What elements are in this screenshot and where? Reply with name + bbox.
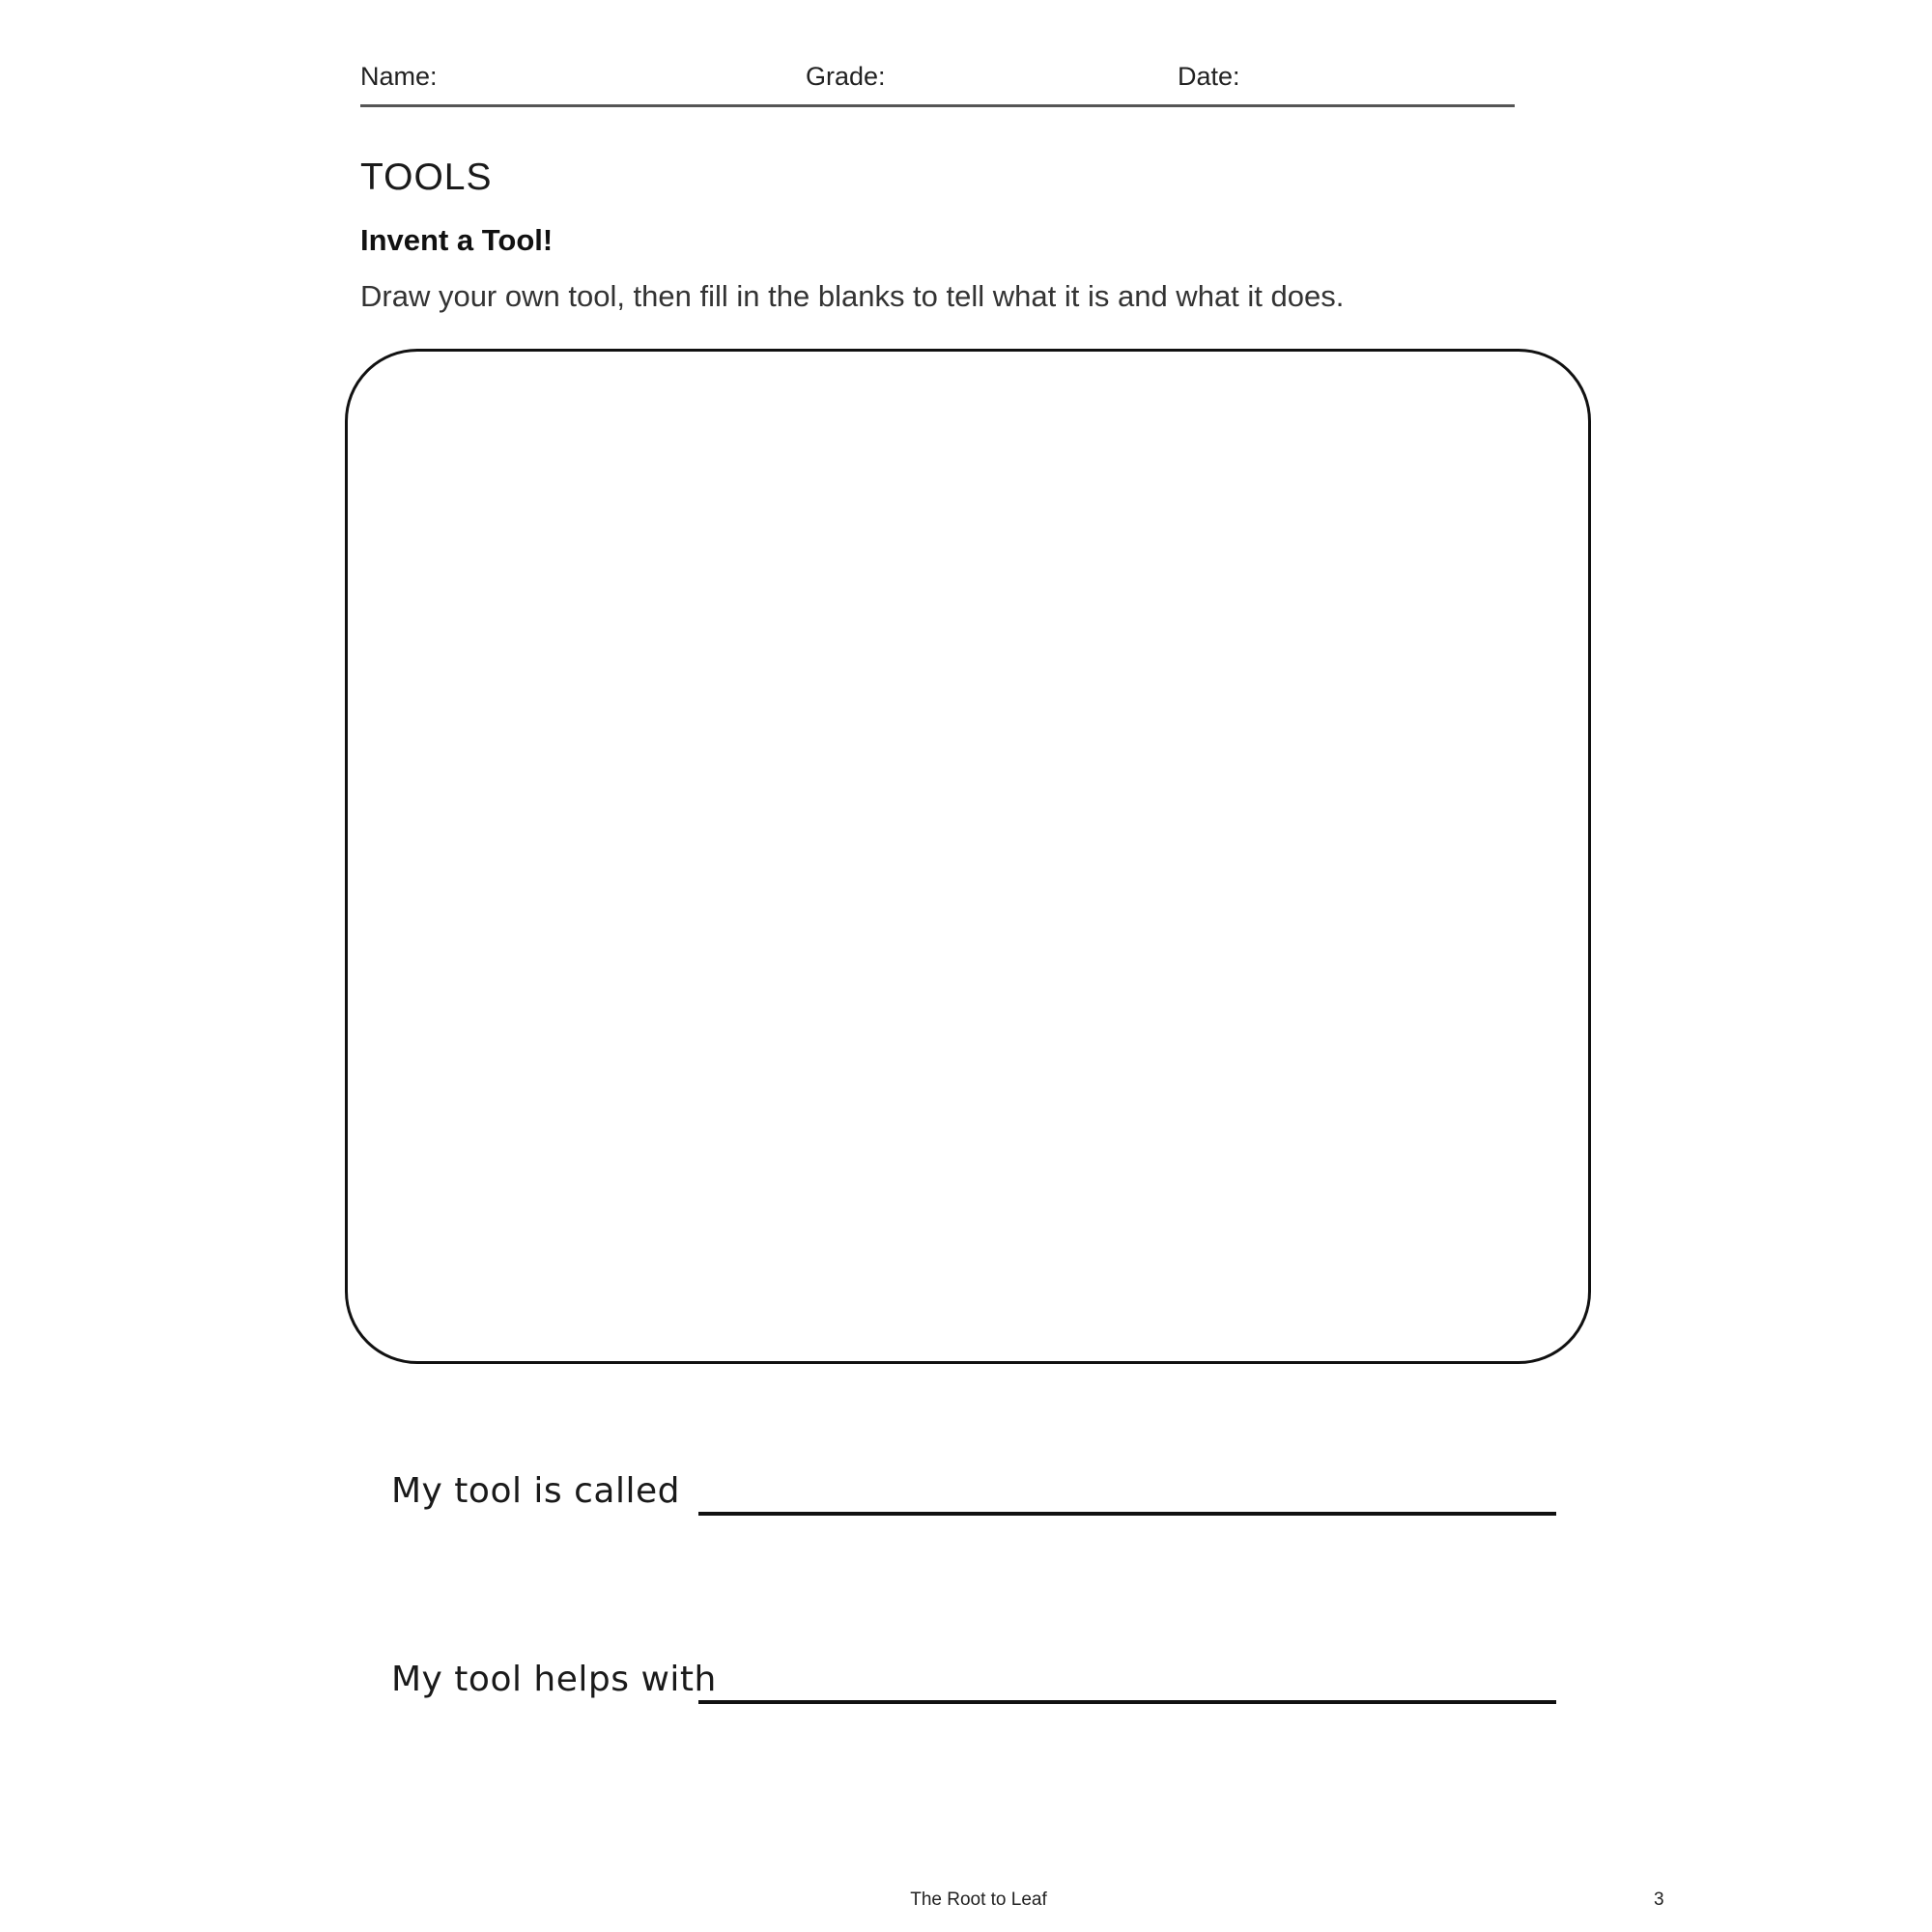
tool-name-label: My tool is called (391, 1471, 680, 1511)
name-label: Name: (360, 62, 438, 91)
page-number: 3 (1654, 1889, 1664, 1910)
tool-purpose-blank-row (391, 1652, 1560, 1710)
activity-subtitle: Invent a Tool! (360, 223, 554, 257)
tool-purpose-label: My tool helps with (391, 1660, 717, 1699)
section-title: TOOLS (360, 156, 493, 198)
footer-title: The Root to Leaf (910, 1889, 1047, 1910)
drawing-area-box (345, 349, 1591, 1364)
header-fields-row (360, 56, 1515, 107)
tool-name-blank-row (391, 1463, 1560, 1521)
tool-name-blank-line (698, 1512, 1556, 1516)
date-label: Date: (1178, 62, 1240, 91)
grade-label: Grade: (806, 62, 886, 91)
tool-purpose-blank-line (698, 1700, 1556, 1704)
instructions-text: Draw your own tool, then fill in the blanks to tell what it is and what it does. (360, 279, 1345, 313)
